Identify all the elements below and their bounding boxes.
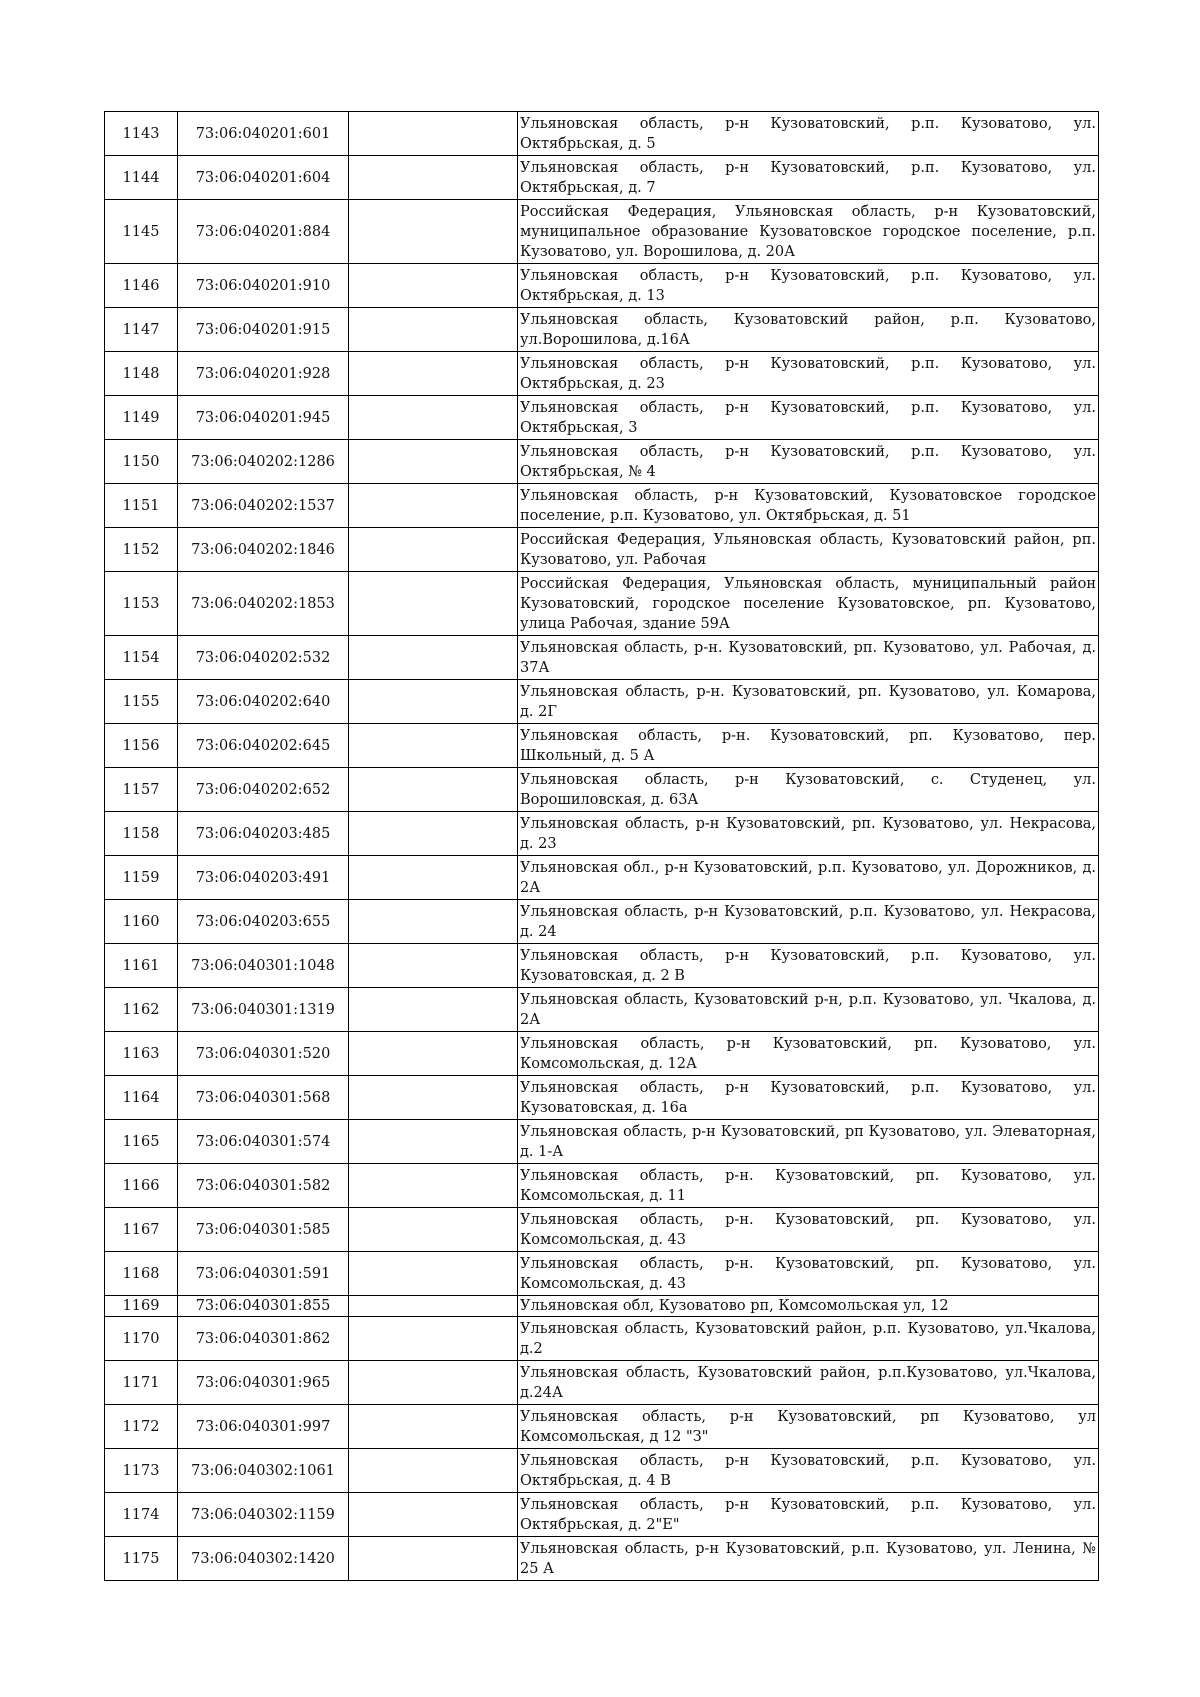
empty-cell [349,1317,518,1361]
address-cell: Ульяновская область, Кузоватовский р-н, р.п. Кузоватово, ул. Чкалова, д. 2А [518,988,1099,1032]
empty-cell [349,1164,518,1208]
row-number: 1163 [105,1032,178,1076]
address-cell: Ульяновская область, р-н Кузоватовский, р.п. Кузоватово, ул. Октябрьская, 3 [518,396,1099,440]
address-cell: Ульяновская область, р-н Кузоватовский, рп Кузоватово, ул Комсомольская, д 12 "З" [518,1405,1099,1449]
address-cell: Ульяновская область, р-н Кузоватовский, р.п. Кузоватово, ул. Октябрьская, № 4 [518,440,1099,484]
empty-cell [349,156,518,200]
row-number: 1158 [105,812,178,856]
table-row [105,352,1099,396]
registry-body [105,112,1099,1581]
empty-cell [349,768,518,812]
empty-cell [349,1405,518,1449]
address-cell: Ульяновская область, р-н Кузоватовский, р.п. Кузоватово, ул. Кузоватовская, д. 16а [518,1076,1099,1120]
cadastral-number: 73:06:040301:520 [178,1032,349,1076]
row-number: 1166 [105,1164,178,1208]
table-row [105,1493,1099,1537]
row-number: 1169 [105,1296,178,1317]
empty-cell [349,1449,518,1493]
row-number: 1172 [105,1405,178,1449]
address-cell: Ульяновская область, р-н. Кузоватовский, рп. Кузоватово, ул. Комсомольская, д. 43 [518,1208,1099,1252]
registry-table [104,111,1099,1581]
empty-cell [349,440,518,484]
address-cell: Ульяновская область, р-н Кузоватовский, р.п. Кузоватово, ул. Октябрьская, д. 23 [518,352,1099,396]
address-cell: Ульяновская область, р-н Кузоватовский, р.п. Кузоватово, ул. Некрасова, д. 24 [518,900,1099,944]
table-row [105,768,1099,812]
cadastral-number: 73:06:040201:915 [178,308,349,352]
table-row [105,988,1099,1032]
cadastral-number: 73:06:040302:1420 [178,1537,349,1581]
address-cell: Ульяновская область, р-н Кузоватовский, рп. Кузоватово, ул. Некрасова, д. 23 [518,812,1099,856]
row-number: 1165 [105,1120,178,1164]
row-number: 1168 [105,1252,178,1296]
cadastral-number: 73:06:040203:655 [178,900,349,944]
empty-cell [349,1120,518,1164]
row-number: 1153 [105,572,178,636]
address-cell: Российская Федерация, Ульяновская область, р-н Кузоватовский, муниципальное образование Кузоватовское городское поселение, р.п. Кузоватово, ул. Ворошилова, д. 20А [518,200,1099,264]
row-number: 1144 [105,156,178,200]
row-number: 1171 [105,1361,178,1405]
table-row [105,1296,1099,1317]
table-row [105,1076,1099,1120]
cadastral-number: 73:06:040302:1159 [178,1493,349,1537]
table-row [105,1537,1099,1581]
empty-cell [349,1493,518,1537]
address-cell: Ульяновская область, р-н Кузоватовский, р.п. Кузоватово, ул. Октябрьская, д. 13 [518,264,1099,308]
empty-cell [349,636,518,680]
table-row [105,856,1099,900]
cadastral-number: 73:06:040301:585 [178,1208,349,1252]
table-row [105,156,1099,200]
empty-cell [349,264,518,308]
cadastral-number: 73:06:040301:997 [178,1405,349,1449]
table-row [105,112,1099,156]
empty-cell [349,308,518,352]
table-row [105,1120,1099,1164]
empty-cell [349,1537,518,1581]
row-number: 1160 [105,900,178,944]
cadastral-number: 73:06:040301:1048 [178,944,349,988]
table-row [105,1361,1099,1405]
address-cell: Ульяновская область, р-н Кузоватовский, с. Студенец, ул. Ворошиловская, д. 63А [518,768,1099,812]
address-cell: Ульяновская область, р-н. Кузоватовский, рп. Кузоватово, пер. Школьный, д. 5 А [518,724,1099,768]
table-row [105,484,1099,528]
cadastral-number: 73:06:040201:928 [178,352,349,396]
cadastral-number: 73:06:040201:945 [178,396,349,440]
cadastral-number: 73:06:040202:1286 [178,440,349,484]
table-row [105,1252,1099,1296]
empty-cell [349,112,518,156]
address-cell: Ульяновская область, р-н. Кузоватовский, рп. Кузоватово, ул. Комсомольская, д. 11 [518,1164,1099,1208]
cadastral-number: 73:06:040202:640 [178,680,349,724]
address-cell: Ульяновская область, р-н Кузоватовский, Кузоватовское городское поселение, р.п. Кузоватово, ул. Октябрьская, д. 51 [518,484,1099,528]
cadastral-number: 73:06:040301:855 [178,1296,349,1317]
address-cell: Ульяновская область, р-н Кузоватовский, р.п. Кузоватово, ул. Кузоватовская, д. 2 В [518,944,1099,988]
empty-cell [349,1361,518,1405]
table-row [105,264,1099,308]
empty-cell [349,1296,518,1317]
row-number: 1157 [105,768,178,812]
address-cell: Ульяновская область, р-н Кузоватовский, рп Кузоватово, ул. Элеваторная, д. 1-А [518,1120,1099,1164]
table-row [105,1449,1099,1493]
table-row [105,636,1099,680]
empty-cell [349,396,518,440]
cadastral-number: 73:06:040202:1537 [178,484,349,528]
address-cell: Ульяновская обл., р-н Кузоватовский, р.п. Кузоватово, ул. Дорожников, д. 2А [518,856,1099,900]
empty-cell [349,1076,518,1120]
cadastral-number: 73:06:040202:645 [178,724,349,768]
cadastral-number: 73:06:040203:485 [178,812,349,856]
cadastral-number: 73:06:040301:1319 [178,988,349,1032]
row-number: 1173 [105,1449,178,1493]
address-cell: Ульяновская область, р-н Кузоватовский, р.п. Кузоватово, ул. Октябрьская, д. 7 [518,156,1099,200]
row-number: 1167 [105,1208,178,1252]
cadastral-number: 73:06:040201:604 [178,156,349,200]
table-row [105,396,1099,440]
table-row [105,1208,1099,1252]
cadastral-number: 73:06:040202:532 [178,636,349,680]
address-cell: Российская Федерация, Ульяновская область, муниципальный район Кузоватовский, городское поселение Кузоватовское, рп. Кузоватово, улица Рабочая, здание 59А [518,572,1099,636]
address-cell: Ульяновская область, р-н. Кузоватовский, рп. Кузоватово, ул. Комсомольская, д. 43 [518,1252,1099,1296]
empty-cell [349,1032,518,1076]
row-number: 1145 [105,200,178,264]
empty-cell [349,1208,518,1252]
row-number: 1146 [105,264,178,308]
address-cell: Ульяновская область, р-н Кузоватовский, р.п. Кузоватово, ул. Октябрьская, д. 4 В [518,1449,1099,1493]
address-cell: Ульяновская область, Кузоватовский район, р.п. Кузоватово, ул.Чкалова, д.2 [518,1317,1099,1361]
address-cell: Ульяновская обл, Кузоватово рп, Комсомольская ул, 12 [518,1296,1099,1317]
empty-cell [349,484,518,528]
empty-cell [349,988,518,1032]
empty-cell [349,200,518,264]
cadastral-number: 73:06:040202:652 [178,768,349,812]
cadastral-number: 73:06:040202:1853 [178,572,349,636]
table-row [105,900,1099,944]
empty-cell [349,1252,518,1296]
address-cell: Ульяновская область, р-н Кузоватовский, р.п. Кузоватово, ул. Октябрьская, д. 5 [518,112,1099,156]
cadastral-number: 73:06:040201:910 [178,264,349,308]
row-number: 1143 [105,112,178,156]
row-number: 1164 [105,1076,178,1120]
cadastral-number: 73:06:040302:1061 [178,1449,349,1493]
cadastral-number: 73:06:040201:601 [178,112,349,156]
cadastral-number: 73:06:040301:591 [178,1252,349,1296]
row-number: 1150 [105,440,178,484]
table-row [105,680,1099,724]
row-number: 1149 [105,396,178,440]
row-number: 1162 [105,988,178,1032]
empty-cell [349,812,518,856]
row-number: 1170 [105,1317,178,1361]
row-number: 1148 [105,352,178,396]
empty-cell [349,724,518,768]
table-row [105,1317,1099,1361]
row-number: 1174 [105,1493,178,1537]
cadastral-number: 73:06:040301:582 [178,1164,349,1208]
empty-cell [349,900,518,944]
address-cell: Ульяновская область, р-н Кузоватовский, рп. Кузоватово, ул. Комсомольская, д. 12А [518,1032,1099,1076]
table-row [105,724,1099,768]
table-row [105,308,1099,352]
row-number: 1155 [105,680,178,724]
table-row [105,944,1099,988]
cadastral-number: 73:06:040203:491 [178,856,349,900]
cadastral-number: 73:06:040301:574 [178,1120,349,1164]
address-cell: Ульяновская область, р-н. Кузоватовский, рп. Кузоватово, ул. Рабочая, д. 37А [518,636,1099,680]
address-cell: Ульяновская область, р-н Кузоватовский, р.п. Кузоватово, ул. Ленина, № 25 А [518,1537,1099,1581]
row-number: 1159 [105,856,178,900]
row-number: 1154 [105,636,178,680]
table-row [105,440,1099,484]
row-number: 1175 [105,1537,178,1581]
empty-cell [349,680,518,724]
empty-cell [349,572,518,636]
empty-cell [349,528,518,572]
table-row [105,1405,1099,1449]
address-cell: Ульяновская область, р-н Кузоватовский, р.п. Кузоватово, ул. Октябрьская, д. 2"Е" [518,1493,1099,1537]
table-row [105,1032,1099,1076]
cadastral-number: 73:06:040301:965 [178,1361,349,1405]
address-cell: Ульяновская область, р-н. Кузоватовский, рп. Кузоватово, ул. Комарова, д. 2Г [518,680,1099,724]
table-row [105,200,1099,264]
empty-cell [349,944,518,988]
table-row [105,528,1099,572]
empty-cell [349,352,518,396]
cadastral-number: 73:06:040201:884 [178,200,349,264]
table-row [105,1164,1099,1208]
address-cell: Ульяновская область, Кузоватовский район, р.п. Кузоватово, ул.Ворошилова, д.16А [518,308,1099,352]
cadastral-number: 73:06:040301:568 [178,1076,349,1120]
row-number: 1156 [105,724,178,768]
cadastral-number: 73:06:040202:1846 [178,528,349,572]
row-number: 1152 [105,528,178,572]
empty-cell [349,856,518,900]
row-number: 1161 [105,944,178,988]
table-row [105,812,1099,856]
address-cell: Ульяновская область, Кузоватовский район, р.п.Кузоватово, ул.Чкалова, д.24А [518,1361,1099,1405]
row-number: 1151 [105,484,178,528]
address-cell: Российская Федерация, Ульяновская область, Кузоватовский район, рп. Кузоватово, ул. Рабочая [518,528,1099,572]
row-number: 1147 [105,308,178,352]
cadastral-number: 73:06:040301:862 [178,1317,349,1361]
table-row [105,572,1099,636]
